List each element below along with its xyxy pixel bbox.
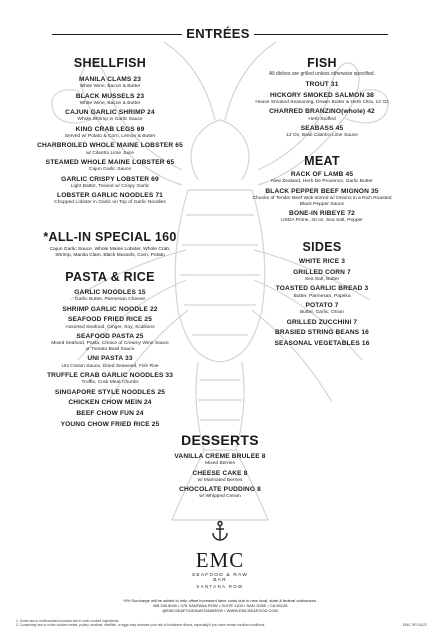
item-name: SEAFOOD PASTA 25 [76, 332, 144, 340]
item-name: BONE-IN RIBEYE 72 [289, 209, 355, 217]
item-name: GARLIC NOODLES 15 [74, 289, 146, 296]
pasta-section [0, 270, 220, 432]
item-name: BLACK MUSSELS 23 [75, 92, 145, 100]
menu-code: EMC SR 04/22 [403, 623, 427, 627]
footnotes [16, 619, 266, 627]
menu-item [222, 319, 422, 327]
item-name: VANILLA CREME BRULEE 8 [174, 453, 266, 460]
menu-item [0, 421, 220, 429]
fish-heading: FISH [307, 56, 337, 70]
item-desc: Served w/ Potato & Corn, Lemon & Butter [64, 133, 156, 139]
desserts-section [100, 432, 340, 503]
item-name: POTATO 7 [305, 301, 339, 309]
footnote-1: 1. Some raw or undercooked products are in order cooked ingredients. [16, 619, 120, 623]
menu-item [0, 159, 220, 173]
menu-item [222, 171, 422, 185]
sides-section [222, 240, 422, 351]
item-desc: w/ Whipped Cream [199, 494, 241, 500]
menu-item [222, 210, 422, 224]
menu-item [222, 258, 422, 266]
item-name: TRUFFLE CRAB GARLIC NOODLES 33 [46, 371, 174, 379]
shellfish-heading: SHELLFISH [73, 56, 147, 70]
item-desc: Cajun Garlic Sauce [88, 167, 132, 173]
address-line: 408.290.8040 • 378 SANTANA ROW • SUITE 1100 • SAN JOSE • CA 95128 [152, 603, 288, 608]
item-desc: Mixed Seafood, Pasta, Choice of Creamy Wine Sauce or Tomato Basil Sauce [51, 341, 169, 352]
item-name: TROUT 31 [305, 81, 339, 88]
menu-item [0, 176, 220, 190]
menu-item [222, 108, 422, 122]
sides-heading: SIDES [302, 240, 342, 254]
item-name: GRILLED CORN 7 [293, 268, 351, 276]
item-desc: White Wine, Bacon & Butter [79, 100, 141, 106]
menu-item [0, 399, 220, 407]
menu-item [0, 76, 220, 90]
menu-item [0, 355, 220, 369]
menu-item [222, 188, 422, 208]
item-name: BLACK PEPPER BEEF MIGNON 35 [265, 187, 379, 195]
menu-item [0, 389, 220, 397]
item-name: STEAMED WHOLE MAINE LOBSTER 65 [45, 158, 175, 166]
footnote-2: 2. Consuming raw or under cooked meats, poultry, seafood, shellfish, or eggs may increase your risk of foodborne illness, especially if you have certain medical conditions. [16, 623, 266, 627]
item-name: SINGAPORE STYLE NOODLES 25 [54, 388, 166, 396]
fish-note: All dishes are grilled unless otherwise specified. [269, 71, 375, 77]
item-name: CHOCOLATE PUDDING 8 [179, 486, 261, 494]
meat-heading: MEAT [304, 154, 340, 168]
web-line: @EMCSEAFOODSANTANAROW • WWW.EMCSEAFOOD.COM [162, 608, 278, 613]
item-desc: 12 Oz, Basil Cilantro Lime Sauce [286, 133, 358, 139]
menu-item [0, 142, 220, 156]
menu-item [0, 93, 220, 107]
menu-item [222, 92, 422, 106]
menu-item [0, 333, 220, 353]
item-desc: White Wine, Bacon & Butter [79, 84, 141, 90]
item-name: WHITE RICE 3 [298, 258, 346, 265]
item-name: KING CRAB LEGS 69 [75, 125, 145, 133]
item-name: GRILLED ZUCCHINI 7 [286, 318, 358, 326]
item-desc: Chopped Lobster in Garlic on Top of Garlic Noodles [54, 200, 166, 206]
menu-item [0, 192, 220, 206]
item-name: RACK OF LAMB 45 [290, 171, 354, 178]
item-desc: Sea Salt, Butter [304, 277, 340, 282]
item-name: GARLIC CRISPY LOBSTER 69 [61, 175, 159, 183]
item-name: LOBSTER GARLIC NOODLES 71 [57, 192, 163, 200]
menu-item [0, 372, 220, 386]
logo-location: SANTANA ROW [196, 584, 244, 589]
item-name: CHEESE CAKE 8 [192, 469, 248, 477]
footer [100, 598, 340, 613]
title-row [0, 24, 439, 40]
item-desc: Light Batter, Tossed w/ Crispy Garlic [70, 183, 150, 189]
menu-item [0, 126, 220, 140]
item-name: CHARRED BRANZINO(whole) 42 [269, 108, 375, 116]
item-name: HICKORY SMOKED SALMON 38 [270, 91, 374, 99]
menu-item [0, 109, 220, 123]
anchor-icon [210, 520, 230, 542]
menu-item [222, 269, 422, 283]
item-desc: Butter, Garlic, Onion [299, 310, 345, 316]
item-desc: New Zealand, Herb De Provence, Garlic Butter [271, 179, 373, 185]
item-desc: USDA Prime, 20 oz, Sea Salt, Pepper [281, 218, 363, 224]
allin-special [0, 230, 220, 259]
item-desc: Mixed Berries [205, 461, 235, 467]
item-desc: Whole Shrimp in Garlic Sauce [77, 117, 143, 123]
fish-section [222, 56, 422, 142]
menu-item [222, 329, 422, 337]
shellfish-section [0, 56, 220, 209]
logo-name: EMC [195, 548, 245, 572]
item-name: CHARBROILED WHOLE MAINE LOBSTER 65 [37, 142, 183, 150]
item-desc: Uni Cream Sauce, Dried Seaweed, Fish Roe [61, 363, 159, 369]
menu-item [0, 306, 220, 314]
pasta-heading: PASTA & RICE [65, 270, 155, 284]
menu-item [0, 289, 220, 303]
meat-section [222, 154, 422, 227]
menu-item [222, 125, 422, 139]
item-name: MANILA CLAMS 23 [78, 76, 142, 83]
allin-desc: Cajun Garlic Sauce, Whole Maine Lobster, Whole Crab, Shrimp, Manila Clam, Black Mussels, Corn, Potato [49, 247, 171, 258]
title-rule-right [254, 34, 388, 35]
menu-item [0, 316, 220, 330]
item-name: BEEF CHOW FUN 24 [76, 410, 144, 418]
desserts-heading: DESSERTS [181, 432, 259, 448]
menu-item [100, 486, 340, 500]
item-desc: House Smoked Seasoning, Drawn Butter & Herb Citra, 12 Oz [255, 100, 389, 105]
item-desc: w/ Cilantro Lime Juice [86, 150, 134, 156]
logo-tagline: SEAFOOD & RAW BAR [192, 573, 248, 583]
title-rule-left [52, 34, 182, 35]
item-desc: Butter, Parmesan, Paprika [293, 293, 351, 299]
surcharge-note: *4% Surcharge will be added to help offset increased labor costs due to new local, state & federal ordinances. [122, 598, 318, 603]
menu-item [100, 453, 340, 467]
item-desc: w/ Marinated Berries [197, 477, 243, 483]
item-name: SEABASS 45 [300, 124, 344, 132]
item-name: UNI PASTA 33 [87, 355, 133, 363]
item-name: YOUNG CHOW FRIED RICE 25 [60, 420, 160, 428]
menu-item [222, 302, 422, 316]
item-name: CHICKEN CHOW MEIN 24 [68, 399, 152, 407]
emc-logo [186, 520, 254, 589]
page-title: ENTRÉES [186, 26, 250, 41]
item-name: TOASTED GARLIC BREAD 3 [275, 285, 369, 293]
menu-item [0, 410, 220, 418]
item-desc: Truffle, Crab Meat Chunks [81, 380, 139, 386]
item-desc: Garlic Butter, Parmesan Cheese [74, 297, 146, 303]
item-name: BRASIED STRING BEANS 16 [275, 329, 369, 337]
item-desc: Chunks of Tender Beef Wok-stirred w/ Onions in a Rich Roasted Black Pepper Sauce [252, 195, 392, 207]
item-name: SEAFOOD FRIED RICE 25 [67, 316, 153, 324]
item-name: SHRIMP GARLIC NOODLE 22 [62, 305, 158, 313]
menu-item [222, 285, 422, 299]
item-name: CAJUN GARLIC SHRIMP 24 [65, 109, 155, 117]
menu-item [222, 340, 422, 348]
menu-item [100, 470, 340, 484]
menu-item [222, 81, 422, 89]
item-desc: Assorted Seafood, Ginger, Soy, Scallions [65, 324, 155, 330]
item-desc: Herb Stuffed [308, 116, 336, 122]
allin-name: *ALL-IN SPECIAL 160 [43, 230, 177, 244]
item-name: SEASONAL VEGETABLES 16 [274, 340, 370, 348]
